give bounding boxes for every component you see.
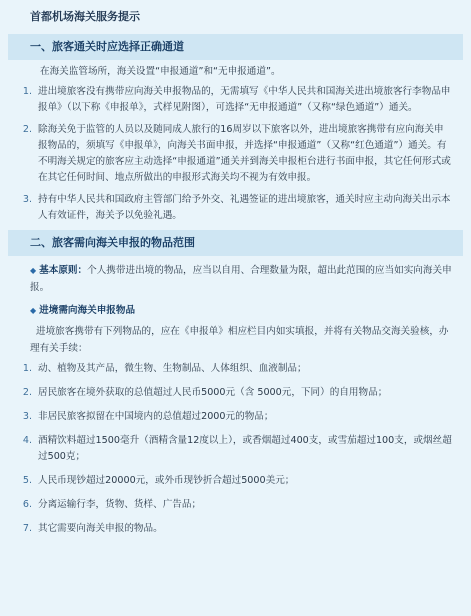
list-item xyxy=(8,84,453,116)
list-text: 进出境旅客没有携带应向海关申报物品的，无需填写《中华人民共和国海关进出境旅客行李物品申报单》（以下称《申报单》，式样见附图），可选择“无申报通道”（又称“绿色通道”）通关。 xyxy=(38,86,451,113)
channel-rules-list xyxy=(8,84,463,224)
list-item xyxy=(8,361,453,377)
list-item xyxy=(8,473,453,489)
list-text: 其它需要向海关申报的物品。 xyxy=(38,523,163,534)
list-number: 5. xyxy=(22,475,32,486)
entry-subheading xyxy=(8,296,463,319)
list-number: 2. xyxy=(22,124,32,135)
section-heading-declare-scope: 二、旅客需向海关申报的物品范围 xyxy=(8,230,463,256)
list-number: 6. xyxy=(22,499,32,510)
entry-intro: 进境旅客携带有下列物品的，应在《申报单》相应栏目内如实填报，并将有关物品交海关验核，办理有关手续： xyxy=(30,326,449,354)
diamond-icon: ◆ xyxy=(30,306,37,315)
list-text: 动、植物及其产品，微生物、生物制品、人体组织、血液制品； xyxy=(38,363,307,374)
principle-text: 个人携带进出境的物品，应当以自用、合理数量为限，超出此范围的应当如实向海关申报。 xyxy=(30,265,452,293)
list-number: 4. xyxy=(22,435,32,446)
list-number: 1. xyxy=(22,86,32,97)
list-item xyxy=(8,385,453,401)
list-number: 7. xyxy=(22,523,32,534)
section-heading-channels: 一、旅客通关时应选择正确通道 xyxy=(8,34,463,60)
list-text: 除海关免于监管的人员以及随同成人旅行的16周岁以下旅客以外，进出境旅客携带有应向海关申报物品的，须填写《申报单》，向海关书面申报，并选择“申报通道”（又称“红色通道”）通关。有不明海关规定的旅客应主动选择“申报通道”通关并到海关申报柜台进行书面申报，其它任何形式或在其它任何时间、地点所做出的申报形式海关均不视为有效申报。 xyxy=(38,124,451,183)
diamond-icon: ◆ xyxy=(30,266,37,275)
list-item xyxy=(8,521,453,537)
principle-label: 基本原则： xyxy=(39,265,88,276)
list-number: 1. xyxy=(22,363,32,374)
list-text: 人民币现钞超过20000元，或外币现钞折合超过5000美元； xyxy=(38,475,295,486)
page-title: 首都机场海关服务提示 xyxy=(8,6,463,28)
list-item xyxy=(8,122,453,186)
list-item xyxy=(8,409,453,425)
declare-items-list xyxy=(8,361,463,537)
list-text: 非居民旅客拟留在中国境内的总值超过2000元的物品； xyxy=(38,411,274,422)
list-item xyxy=(8,497,453,513)
list-text: 持有中华人民共和国政府主管部门给予外交、礼遇签证的进出境旅客，通关时应主动向海关出示本人有效证件，海关予以免验礼遇。 xyxy=(38,194,451,221)
list-number: 2. xyxy=(22,387,32,398)
list-text: 居民旅客在境外获取的总值超过人民币5000元（含 5000元，下同）的自用物品； xyxy=(38,387,388,398)
entry-heading: 进境需向海关申报物品 xyxy=(39,305,136,316)
list-number: 3. xyxy=(22,194,32,205)
principle-paragraph xyxy=(8,256,463,296)
list-text: 分离运输行李，货物、货样、广告品； xyxy=(38,499,202,510)
list-item xyxy=(8,433,453,465)
list-item xyxy=(8,192,453,224)
list-text: 酒精饮料超过1500毫升（酒精含量12度以上），或香烟超过400支，或雪茄超过100支，或烟丝超过500克； xyxy=(38,435,452,462)
section-intro: 在海关监管场所，海关设置“申报通道”和“无申报通道”。 xyxy=(40,66,281,77)
list-number: 3. xyxy=(22,411,32,422)
